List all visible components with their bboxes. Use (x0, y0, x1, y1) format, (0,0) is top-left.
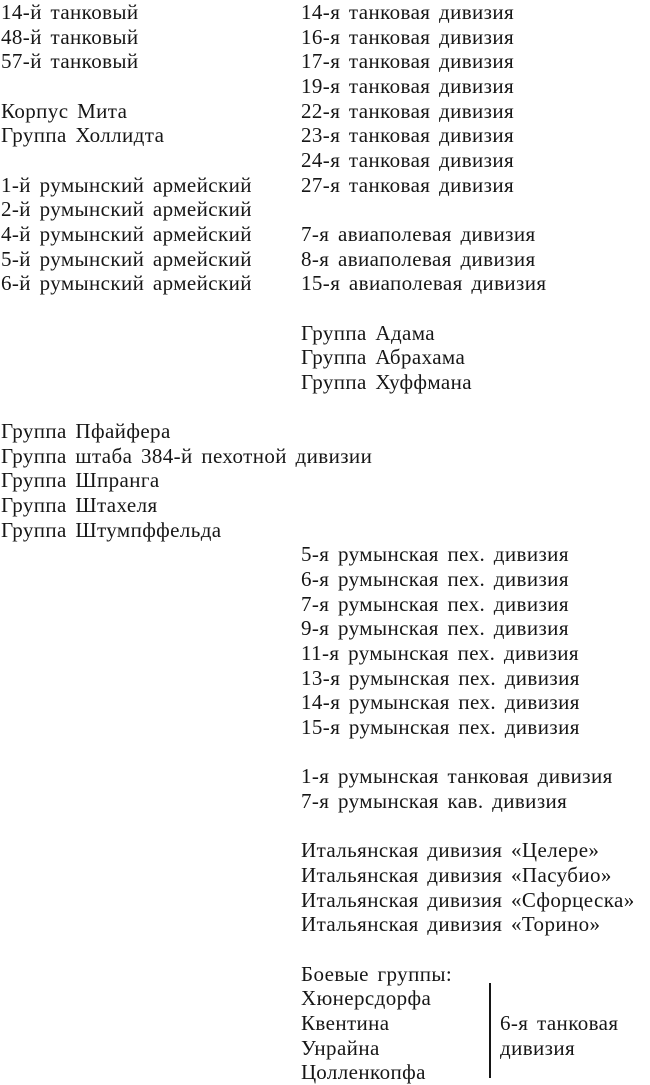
unit-row (0, 764, 650, 789)
corps-column-item: Корпус Мита (1, 98, 128, 123)
corps-column-item: Группа Штумпффельда (1, 517, 222, 542)
corps-column-item: Группа Штахеля (1, 493, 158, 518)
unit-row (0, 345, 650, 370)
division-column-item: Итальянская дивизия «Целере» (301, 838, 600, 863)
bracket-label-line-2: дивизия (500, 1035, 576, 1060)
corps-column-item (0, 789, 301, 814)
corps-column-item (0, 937, 301, 962)
corps-column-item (0, 690, 301, 715)
division-column-item: 13-я румынская пех. дивизия (301, 665, 580, 690)
corps-column-item (0, 296, 301, 321)
unit-row (0, 321, 650, 346)
unit-row (0, 419, 650, 444)
unit-row (0, 197, 650, 222)
division-column-item: 7-я румынская пех. дивизия (301, 591, 569, 616)
corps-column-item (0, 592, 301, 617)
unit-row (0, 814, 650, 839)
corps-column-item (0, 986, 301, 1011)
unit-row (0, 690, 650, 715)
division-column-item: Квентина (301, 1010, 390, 1035)
unit-row (0, 912, 650, 937)
division-column-item: 9-я румынская пех. дивизия (301, 616, 569, 641)
corps-column-item: 1-й румынский армейский (1, 172, 252, 197)
unit-row (0, 1060, 650, 1085)
division-column-item: 14-я танковая дивизия (301, 0, 515, 24)
corps-column-item: 14-й танковый (1, 0, 139, 24)
corps-column-item (0, 715, 301, 740)
division-column-item: Хюнерсдорфа (301, 986, 432, 1011)
division-column-item (301, 493, 650, 518)
division-column-item (301, 197, 650, 222)
division-column-item: Группа Адама (301, 320, 436, 345)
corps-column-item: 5-й румынский армейский (1, 246, 252, 271)
corps-column-item (0, 542, 301, 567)
unit-row (0, 542, 650, 567)
division-column-item (301, 419, 650, 444)
unit-row (0, 99, 650, 124)
unit-row (0, 518, 650, 543)
division-column-item: Унрайна (301, 1035, 380, 1060)
corps-column-item (0, 962, 301, 987)
unit-row (0, 74, 650, 99)
unit-row (0, 888, 650, 913)
unit-row (0, 641, 650, 666)
division-column-item: 22-я танковая дивизия (301, 98, 515, 123)
unit-row (0, 222, 650, 247)
division-column-item (301, 468, 650, 493)
division-column-item: 15-я авиаполевая дивизия (301, 271, 547, 296)
division-column-item: 6-я румынская пех. дивизия (301, 567, 569, 592)
unit-row (0, 666, 650, 691)
division-column-item (301, 937, 650, 962)
unit-row (0, 616, 650, 641)
unit-row (0, 986, 650, 1011)
unit-row (0, 567, 650, 592)
division-column-item: 14-я румынская пех. дивизия (301, 690, 580, 715)
division-column-item: Цолленкопфа (301, 1060, 426, 1085)
corps-column-item (0, 814, 301, 839)
division-column-item (301, 395, 650, 420)
division-column-item: 15-я румынская пех. дивизия (301, 715, 580, 740)
division-column-item: 7-я авиаполевая дивизия (301, 221, 536, 246)
corps-column-item (0, 838, 301, 863)
corps-column-item (0, 1060, 301, 1085)
unit-row (0, 25, 650, 50)
corps-column-item (0, 912, 301, 937)
division-column-item: Итальянская дивизия «Сфорцеска» (301, 887, 635, 912)
unit-row (0, 962, 650, 987)
division-column-item (301, 444, 650, 469)
corps-column-item: 4-й румынский армейский (1, 221, 252, 246)
division-column-item (301, 814, 650, 839)
division-column-item (301, 296, 650, 321)
unit-row (0, 0, 650, 25)
corps-column-item (0, 740, 301, 765)
unit-row (0, 296, 650, 321)
corps-column-item: Группа Шпранга (1, 468, 160, 493)
corps-column-item (0, 641, 301, 666)
unit-row (0, 444, 650, 469)
unit-row (0, 838, 650, 863)
division-column-item: Боевые группы: (301, 961, 453, 986)
bracket-divider-line (489, 983, 491, 1078)
unit-row (0, 468, 650, 493)
division-column-item: 27-я танковая дивизия (301, 172, 515, 197)
corps-column-item (0, 666, 301, 691)
unit-row (0, 937, 650, 962)
unit-row (0, 123, 650, 148)
bracket-label (500, 1011, 618, 1060)
division-column-item: 8-я авиаполевая дивизия (301, 246, 536, 271)
division-column-item: Итальянская дивизия «Торино» (301, 912, 601, 937)
corps-column-item (0, 888, 301, 913)
unit-row (0, 863, 650, 888)
unit-row (0, 49, 650, 74)
corps-column-item (0, 863, 301, 888)
unit-row (0, 715, 650, 740)
corps-column-item (0, 616, 301, 641)
corps-column-item (0, 345, 301, 370)
unit-row (0, 173, 650, 198)
unit-row (0, 148, 650, 173)
corps-column-item: 48-й танковый (1, 24, 139, 49)
unit-row (0, 789, 650, 814)
corps-column-item (0, 148, 301, 173)
unit-row (0, 493, 650, 518)
corps-column-item (0, 1036, 301, 1061)
unit-row (0, 247, 650, 272)
division-column-item (301, 740, 650, 765)
division-column-item: Группа Абрахама (301, 345, 466, 370)
division-column-item: 5-я румынская пех. дивизия (301, 542, 569, 567)
unit-row (0, 271, 650, 296)
corps-column-item: 2-й румынский армейский (1, 197, 252, 222)
division-column-item (301, 518, 650, 543)
corps-column-item (0, 1011, 301, 1036)
division-column-item: 23-я танковая дивизия (301, 123, 515, 148)
corps-column-item (0, 567, 301, 592)
corps-column-item (0, 395, 301, 420)
unit-row (0, 370, 650, 395)
division-column-item: 1-я румынская танковая дивизия (301, 764, 613, 789)
unit-row (0, 740, 650, 765)
division-column-item: Группа Хуффмана (301, 369, 473, 394)
division-column-item: 24-я танковая дивизия (301, 147, 515, 172)
corps-column-item: 57-й танковый (1, 49, 139, 74)
division-column-item: 11-я румынская пех. дивизия (301, 641, 579, 666)
corps-column-item: Группа штаба 384-й пехотной дивизии (1, 443, 373, 468)
corps-column-item (0, 74, 301, 99)
division-column-item: 7-я румынская кав. дивизия (301, 789, 568, 813)
corps-column-item: Группа Холлидта (1, 123, 165, 148)
bracket-label-line-1: 6-я танковая (500, 1011, 619, 1035)
corps-column-item: Группа Пфайфера (1, 419, 171, 444)
division-column-item: 19-я танковая дивизия (301, 73, 515, 98)
division-column-item: 16-я танковая дивизия (301, 24, 515, 49)
corps-column-item (0, 370, 301, 395)
corps-column-item (0, 764, 301, 789)
division-column-item: 17-я танковая дивизия (301, 49, 515, 74)
corps-column-item: 6-й румынский армейский (1, 271, 252, 296)
division-column-item: Итальянская дивизия «Пасубио» (301, 862, 612, 887)
corps-column-item (0, 321, 301, 346)
unit-row (0, 592, 650, 617)
unit-row (0, 395, 650, 420)
